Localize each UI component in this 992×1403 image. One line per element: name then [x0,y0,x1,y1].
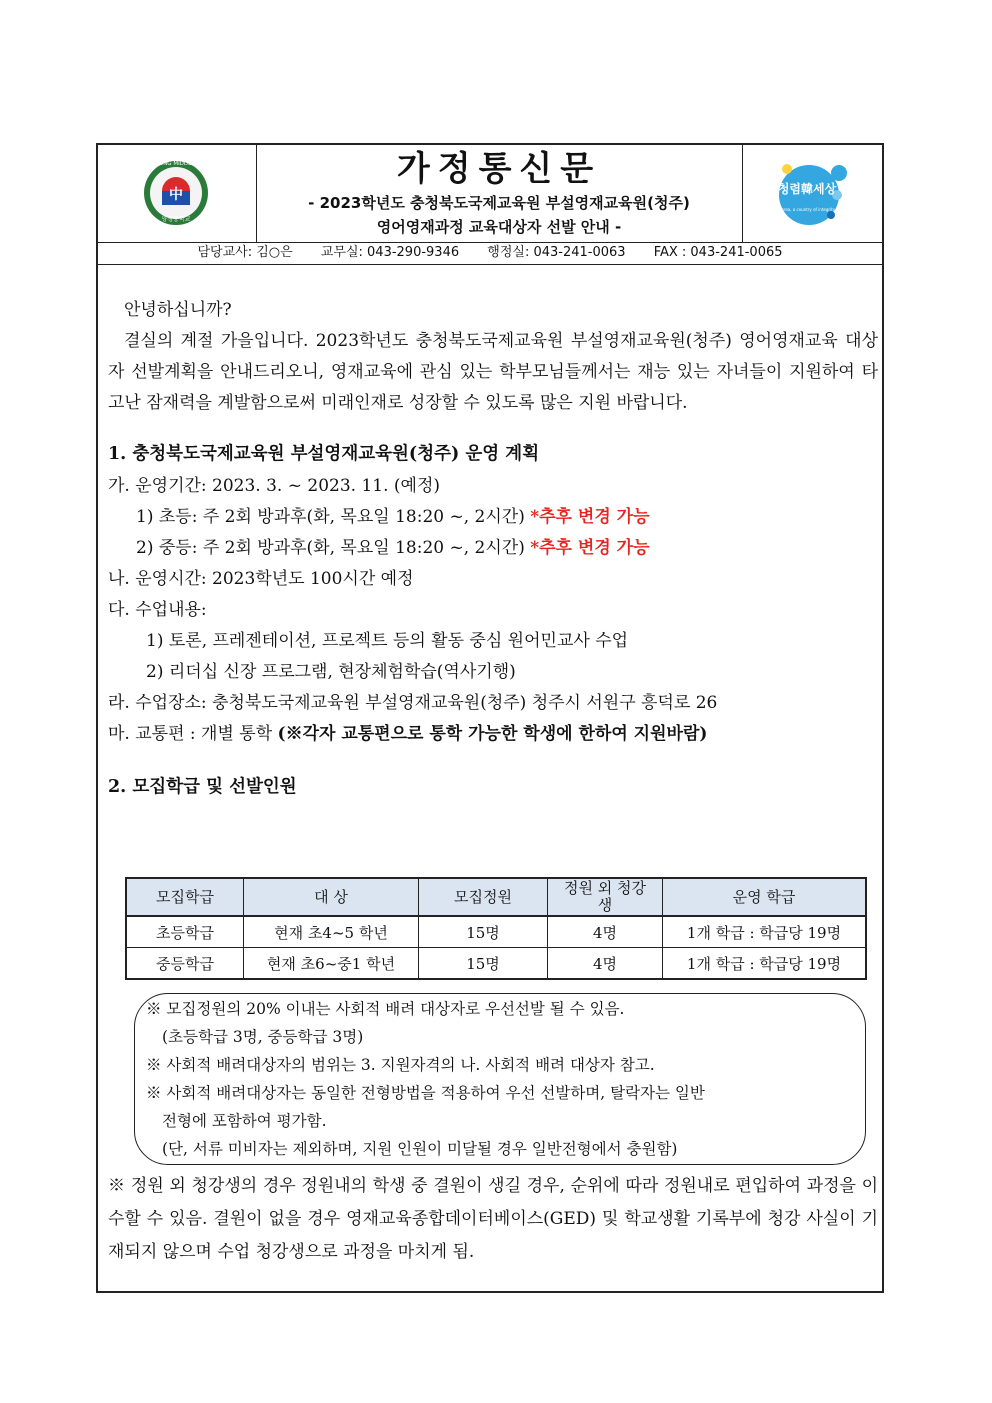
col-header-quota: 모집정원 [419,878,548,916]
logo-center-char: 中 [169,187,183,203]
school-logo [98,145,256,242]
title-cell [256,145,742,242]
transport-text: 마. 교통편 : 개별 통학 [108,724,278,744]
note-line: ※ 사회적 배려대상자는 동일한 전형방법을 적용하여 우선 선발하며, 탈락자는 일반 [146,1084,705,1102]
integrity-logo-cell [742,145,883,242]
table-cell: 1개 학급 : 학급당 19명 [663,916,867,948]
middle-change-note: *추후 변경 가능 [530,538,650,558]
logo-english-name: YANGCHEONG MIDDLE SCHOOL [132,161,220,167]
table-row [126,916,866,948]
contact-office: 교무실: 043-290-9346 [320,245,460,260]
table-cell: 4명 [548,948,663,980]
page-title: 가정통신문 [396,149,602,189]
table-cell: 15명 [419,916,548,948]
table-cell: 4명 [548,916,663,948]
table-row [126,948,866,980]
recruitment-table [125,877,867,980]
col-header-operation: 운영 학급 [663,878,867,916]
subtitle-line-2: 영어영재과정 교육대상자 선발 안내 - [376,218,622,236]
subtitle-line-1: - 2023학년도 충청북도국제교육원 부설영재교육원(청주) [308,194,690,212]
col-header-target: 대 상 [244,878,419,916]
final-note [108,1170,878,1269]
note-line: ※ 사회적 배려대상자의 범위는 3. 지원자격의 나. 사회적 배려 대상자 참고. [146,1056,655,1074]
middle-schedule: 2) 중등: 주 2회 방과후(화, 목요일 18:20 ~, 2시간) [136,538,531,558]
notes [140,995,860,1163]
section1-transport [108,719,878,750]
integrity-logo-text: 청렴韓세상 [777,182,837,196]
section1-heading: 1. 충청북도국제교육원 부설영재교육원(청주) 운영 계획 [108,444,540,464]
section1-content: 다. 수업내용: [108,600,207,620]
table-cell: 초등학급 [126,916,244,948]
final-note-text: ※ 정원 외 청강생의 경우 정원내의 학생 중 결원이 생길 경우, 순위에 따라 정원내로 편입하여 과정을 이수할 수 있음. 결원이 없을 경우 영재교육종합데이터베이스(GED) 및 학교생활 기록부에 청강 사실이 기재되지 않으며 수업 청강생으로 과정을 마치게 됨. [108,1176,878,1262]
section1-hours: 나. 운영시간: 2023학년도 100시간 예정 [108,569,414,589]
header [98,145,882,243]
section2-heading: 2. 모집학급 및 선발인원 [108,777,297,797]
transport-note: (※각자 교통편으로 통학 가능한 학생에 한하여 지원바람) [277,724,708,744]
note-line: (단, 서류 미비자는 제외하며, 지원 인원이 미달될 경우 일반전형에서 충원함) [162,1140,678,1158]
elementary-change-note: *추후 변경 가능 [530,507,650,527]
table-cell: 현재 초4~5 학년 [244,916,419,948]
section1-period: 가. 운영기간: 2023. 3. ~ 2023. 11. (예정) [108,476,441,496]
table-cell: 1개 학급 : 학급당 19명 [663,948,867,980]
table-cell: 현재 초6~중1 학년 [244,948,419,980]
section1-elementary [108,502,878,533]
contact-admin: 행정실: 043-241-0063 [487,245,626,260]
integrity-logo [743,145,883,242]
note-line: ※ 모집정원의 20% 이내는 사회적 배려 대상자로 우선선발 될 수 있음. [146,1000,625,1018]
section1-middle [108,533,878,564]
logo-korean-name: 양청중학교 [161,216,191,223]
col-header-auditors: 정원 외 청강생 [548,878,663,916]
integrity-logo-subtext: Korea, a country of integrity [778,207,836,212]
contact-teacher: 담당교사: 김○은 [197,245,293,260]
note-line: 전형에 포함하여 평가함. [162,1112,327,1130]
note-line: (초등학급 3명, 중등학급 3명) [162,1028,364,1046]
school-logo-cell [98,145,257,242]
main-content [108,295,878,804]
section1-content-2: 2) 리더십 신장 프로그램, 현장체험학습(역사기행) [146,662,516,682]
contact-bar [98,242,882,265]
section1-content-1: 1) 토론, 프레젠테이션, 프로젝트 등의 활동 중심 원어민교사 수업 [146,631,629,651]
intro-paragraph: 결실의 계절 가을입니다. 2023학년도 충청북도국제교육원 부설영재교육원(청주) 영어영재교육 대상자 선발계획을 안내드리오니, 영재교육에 관심 있는 학부모님들께서는 재능 있는 자녀들이 지원하여 타고난 잠재력을 계발함으로써 미래인재로 성장할 수 있도록 많은 지원 바랍니다. [108,331,878,413]
document-frame [96,143,884,1293]
greeting: 안녕하십니까? [124,300,232,320]
contact-fax: FAX : 043-241-0065 [653,245,783,260]
section1-location: 라. 수업장소: 충청북도국제교육원 부설영재교육원(청주) 청주시 서원구 흥덕로 26 [108,693,718,713]
table-header-row [126,878,866,916]
col-header-class: 모집학급 [126,878,244,916]
table-cell: 15명 [419,948,548,980]
elementary-schedule: 1) 초등: 주 2회 방과후(화, 목요일 18:20 ~, 2시간) [136,507,531,527]
table-cell: 중등학급 [126,948,244,980]
